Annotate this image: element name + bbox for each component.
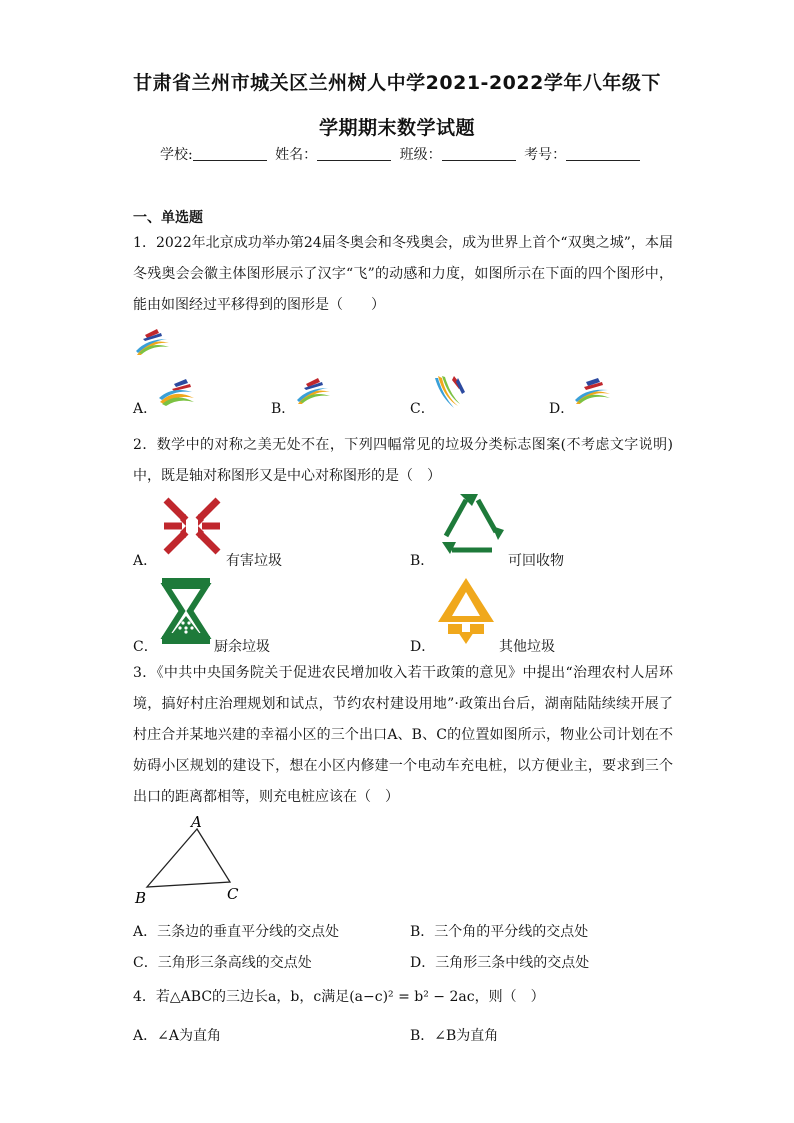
- q2-option-b-caption: 可回收物: [508, 553, 564, 569]
- recyclable-icon: [438, 492, 506, 558]
- page-title-line1: 甘肃省兰州市城关区兰州树人中学2021-2022学年八年级下: [133, 72, 661, 94]
- question-2-text: 2．数学中的对称之美无处不在，下列四幅常见的垃圾分类标志图案(不考虑文字说明)中，既是轴对称图形又是中心对称图形的是（ ）: [133, 437, 673, 484]
- q3-option-a[interactable]: A．三条边的垂直平分线的交点处: [133, 924, 340, 940]
- class-blank[interactable]: [442, 146, 516, 161]
- kitchen-waste-icon: [160, 576, 212, 646]
- q2-option-a[interactable]: A．: [133, 553, 158, 569]
- school-blank[interactable]: [193, 146, 267, 161]
- vertex-c-label: C: [227, 885, 239, 903]
- q3-option-b[interactable]: B．三个角的平分线的交点处: [410, 924, 589, 940]
- q4-option-b[interactable]: B．∠B为直角: [410, 1028, 499, 1044]
- q4-option-a[interactable]: A．∠A为直角: [133, 1028, 221, 1044]
- student-info-line: [160, 144, 644, 164]
- vertex-b-label: B: [135, 889, 147, 907]
- q1-option-d-logo: [572, 374, 614, 410]
- number-blank[interactable]: [566, 146, 640, 161]
- question-1-text: 1．2022年北京成功举办第24届冬奥会和冬残奥会，成为世界上首个“双奥之城”，本届冬残奥会会徽主体图形展示了汉字“飞”的动感和力度，如图所示在下面的四个图形中，能由如图经过平移得到的图形是（ ）: [133, 235, 673, 313]
- q1-option-a[interactable]: A．: [133, 401, 158, 417]
- q2-option-d-caption: 其他垃圾: [499, 639, 555, 655]
- q1-option-b[interactable]: B．: [271, 401, 296, 417]
- paralympic-logo-figure: [133, 325, 173, 359]
- q3-option-d[interactable]: D．三角形三条中线的交点处: [410, 955, 590, 971]
- school-label: 学校:: [160, 147, 193, 163]
- q2-option-d[interactable]: D．: [410, 639, 436, 655]
- triangle-abc: [147, 829, 230, 887]
- q2-option-a-caption: 有害垃圾: [226, 553, 282, 569]
- name-label: 姓名：: [275, 147, 318, 163]
- q2-option-b[interactable]: B．: [410, 553, 435, 569]
- q1-option-b-logo: [294, 374, 336, 410]
- class-label: 班级：: [399, 147, 442, 163]
- number-label: 考号：: [524, 147, 567, 163]
- q1-option-d[interactable]: D．: [549, 401, 575, 417]
- question-4-text: 4．若△ABC的三边长a，b，c满足(a−c)² = b² − 2ac，则（ ）: [133, 989, 545, 1005]
- q2-option-c[interactable]: C．: [133, 639, 158, 655]
- q1-option-a-logo: [156, 374, 198, 410]
- page-title-line2: 学期期末数学试题: [318, 117, 475, 139]
- hazardous-waste-icon: [160, 494, 224, 558]
- question-3-text: 3．《中共中央国务院关于促进农民增加收入若干政策的意见》中提出“治理农村人居环境，搞好村庄治理规划和试点，节约农村建设用地”·政策出台后，湖南陆陆续续开展了村庄合并某地兴建的幸福小区的三个出口A、B、C的位置如图所示，物业公司计划在不妨碍小区规划的建设下，想在小区内修建一个电动车充电桩，以方便业主，要求到三个出口的距离都相等，则充电桩应该在（ ）: [133, 665, 673, 805]
- q3-option-c[interactable]: C．三角形三条高线的交点处: [133, 955, 312, 971]
- triangle-abc-figure: [130, 812, 250, 908]
- section-heading: 一、单选题: [133, 210, 203, 226]
- q1-option-c[interactable]: C．: [410, 401, 435, 417]
- q1-option-c-logo: [432, 372, 472, 412]
- vertex-a-label: A: [191, 813, 202, 831]
- q2-option-c-caption: 厨余垃圾: [214, 639, 270, 655]
- other-waste-icon: [434, 574, 498, 648]
- name-blank[interactable]: [317, 146, 391, 161]
